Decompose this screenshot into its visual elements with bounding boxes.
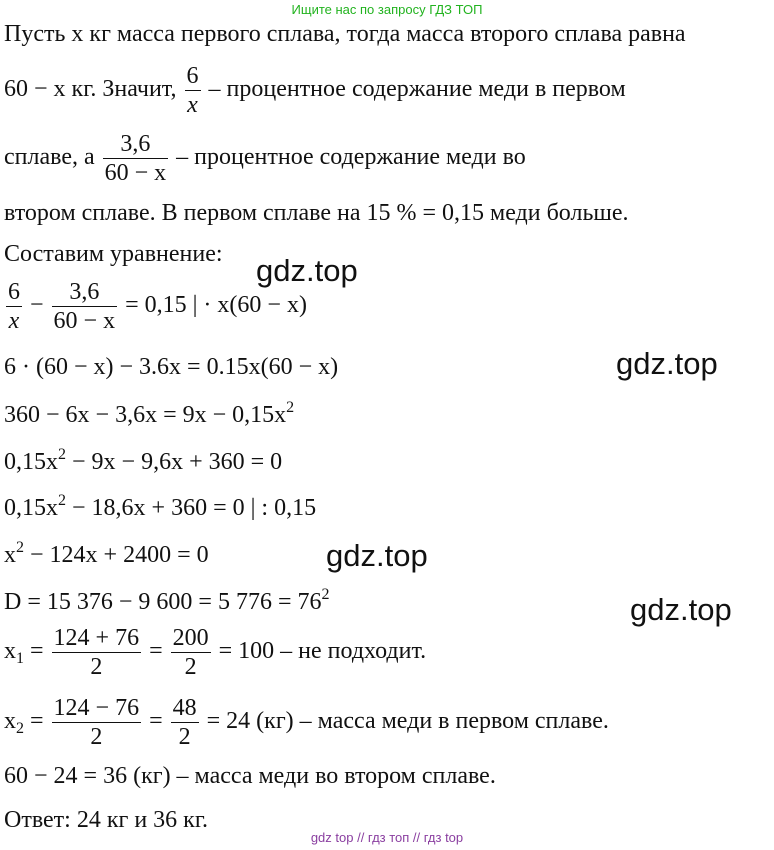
fraction-difference xyxy=(52,696,142,749)
fraction-numerator: 200 xyxy=(172,625,209,651)
fraction-3-6-over-60-minus-x xyxy=(52,280,118,333)
text-line-1: Пусть x кг масса первого сплава, тогда масса второго сплава равна xyxy=(4,21,686,47)
fraction-denominator: 2 xyxy=(178,724,191,750)
fraction-6-over-x xyxy=(6,280,22,333)
fraction-48-over-2 xyxy=(171,696,199,749)
fraction-denominator: 60 − x xyxy=(104,160,167,186)
fraction-numerator: 48 xyxy=(172,695,197,721)
watermark-gdz-top: gdz.top xyxy=(630,592,732,627)
equation-x1: $x_1$ = $\frac{124 + 76}{2}$ = $\frac{200}{2}$ = 100 – не подходит. xyxy=(4,625,427,680)
subscript: 1 xyxy=(16,650,24,668)
text-line-3 xyxy=(4,132,526,185)
text-line-2-end: – процентное содержание меди в первом xyxy=(208,76,626,103)
answer-line: Ответ: 24 кг и 36 кг. xyxy=(4,807,208,833)
watermark-gdz-top: gdz.top xyxy=(616,346,718,381)
fraction-denominator: x xyxy=(8,308,20,334)
text-line-4: втором сплаве. В первом сплаве на 15 % = 0,15 меди больше. xyxy=(4,200,629,226)
text-line-3-end: – процентное содержание меди во xyxy=(176,144,526,171)
text-line-5: Составим уравнение: xyxy=(4,241,223,267)
fraction-denominator: 2 xyxy=(184,654,197,680)
exponent: 2 xyxy=(16,539,24,556)
equation-5: $0,15x^2 - 18,6x + 360 = 0$ | : 0,15 xyxy=(4,492,317,521)
fraction-numerator: 6 xyxy=(186,63,199,89)
fraction-numerator: 6 xyxy=(8,279,20,305)
equation-4: $0,15x^2 - 9x - 9,6x + 360 = 0$ xyxy=(4,446,283,475)
equation-discriminant: D = 15 376 − 9 600 = 5 $776 = 76^2$ xyxy=(4,586,330,615)
fraction-denominator: 2 xyxy=(90,654,103,680)
fraction-200-over-2 xyxy=(171,626,211,679)
exponent: 2 xyxy=(321,586,330,603)
subscript: 2 xyxy=(16,720,24,738)
equation-2: 6 · (60 − x) − 3.6x = 0.15x(60 − x) xyxy=(4,354,339,380)
equation-x2: $x_2$ = $\frac{124 - 76}{2}$ = $\frac{48}{2}$ = 24 (кг) – масса меди в первом сплаве. xyxy=(4,695,609,750)
equation-3: $360 - 6x - 3,6x = 9x - 0,15x^2$ xyxy=(4,399,295,428)
fraction-numerator: 3,6 xyxy=(103,132,169,159)
footer-links: gdz top // гдз топ // гдз top xyxy=(310,830,464,845)
equation-8: 60 − 24 = 36 (кг) – масса меди во втором сплаве. xyxy=(4,763,496,789)
text-line-2-start: 60 − x кг. Значит, xyxy=(4,76,177,103)
watermark-gdz-top: gdz.top xyxy=(326,538,428,573)
minus-sign: − xyxy=(30,292,44,319)
equation-6: $x^2 - 124x + 2400 = 0$ xyxy=(4,539,209,568)
text-line-2 xyxy=(4,64,626,117)
fraction-numerator: 124 − 76 xyxy=(53,695,140,721)
promo-header: Ищите нас по запросу ГДЗ ТОП xyxy=(291,2,483,17)
fraction-denominator: 60 − x xyxy=(53,308,116,334)
exponent: 2 xyxy=(58,446,66,463)
fraction-denominator: x xyxy=(187,92,198,118)
exponent: 2 xyxy=(58,492,66,509)
fraction-numerator: 124 + 76 xyxy=(53,625,140,651)
fraction-sum xyxy=(52,626,142,679)
text-line-3-start: сплаве, а xyxy=(4,144,95,171)
fraction-3-6-over-60-minus-x xyxy=(103,132,169,185)
fraction-denominator: 2 xyxy=(90,724,103,750)
exponent: 2 xyxy=(286,399,295,416)
equation-1-rest: = 0,15 | · x(60 − x) xyxy=(125,292,307,319)
fraction-6-over-x xyxy=(185,64,201,117)
watermark-gdz-top: gdz.top xyxy=(256,253,358,288)
fraction-numerator: 3,6 xyxy=(52,280,118,307)
